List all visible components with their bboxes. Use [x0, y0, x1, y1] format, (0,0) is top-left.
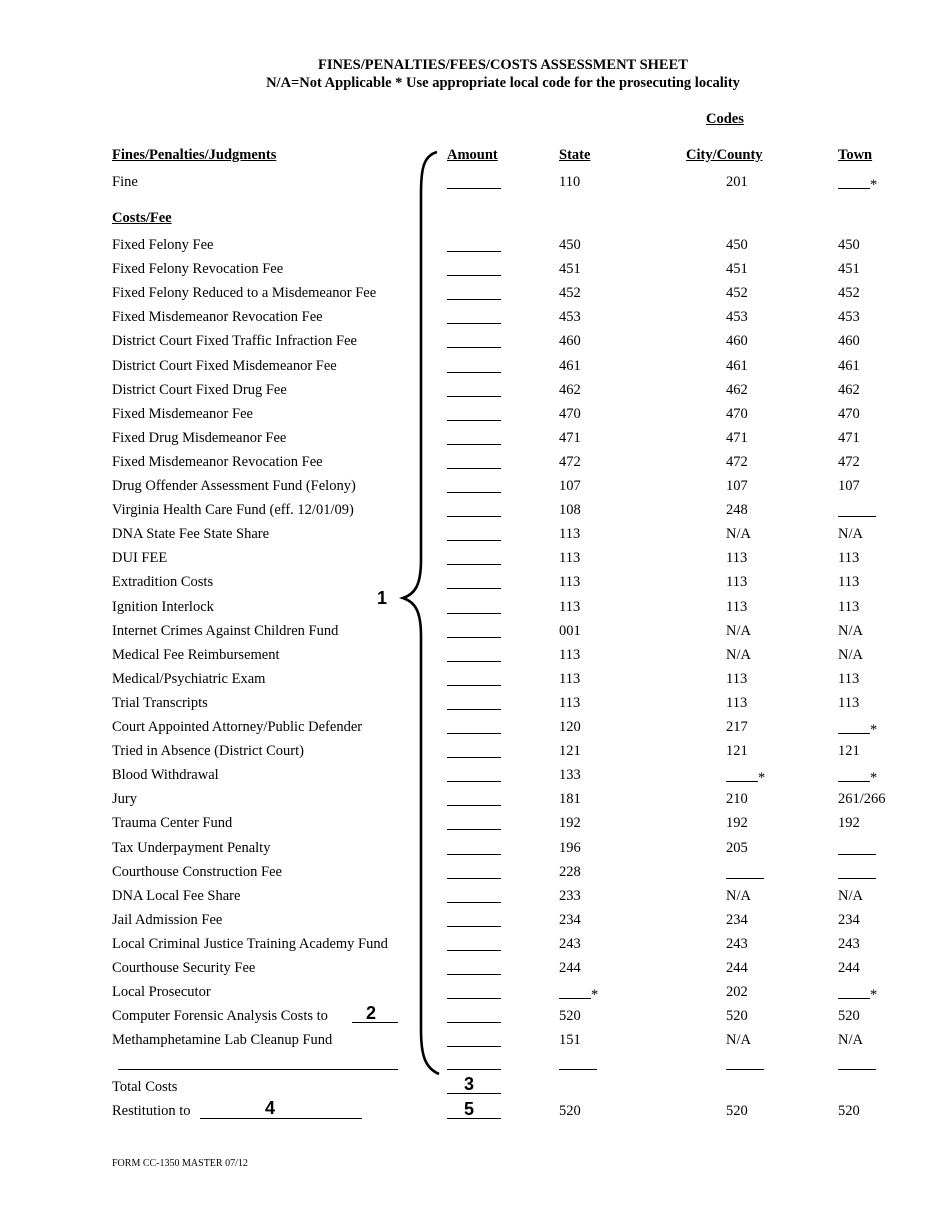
town-code: 460	[838, 333, 860, 350]
state-code: 472	[559, 453, 581, 470]
state-code	[559, 984, 598, 1004]
table-row	[0, 960, 950, 980]
row-label: Fine	[112, 174, 138, 190]
state-code: 113	[559, 598, 581, 615]
city-code: 113	[726, 550, 748, 567]
city-code: N/A	[726, 646, 751, 663]
amount-field[interactable]	[447, 599, 501, 614]
amount-field[interactable]	[447, 382, 501, 397]
separator-town	[838, 1069, 876, 1070]
town-code-blank[interactable]	[838, 719, 870, 734]
amount-field[interactable]	[447, 864, 501, 879]
amount-field[interactable]	[447, 840, 501, 855]
amount-field[interactable]	[447, 647, 501, 662]
row-label: Virginia Health Care Fund (eff. 12/01/09)	[112, 502, 354, 519]
town-code	[838, 174, 877, 194]
town-code: 520	[838, 1008, 860, 1025]
city-code: N/A	[726, 526, 751, 543]
town-code	[838, 502, 876, 522]
table-row	[0, 671, 950, 691]
town-code: N/A	[838, 887, 863, 904]
row-label: Tried in Absence (District Court)	[112, 743, 304, 760]
state-code: 113	[559, 670, 581, 687]
town-code: 113	[838, 550, 860, 567]
row-label: Tax Underpayment Penalty	[112, 839, 271, 856]
amount-field[interactable]	[447, 671, 501, 686]
city-code-asterisk: *	[758, 770, 766, 787]
amount-field[interactable]	[447, 237, 501, 252]
row-label: Fixed Felony Fee	[112, 237, 214, 253]
amount-field[interactable]	[447, 261, 501, 276]
row-label: DUI FEE	[112, 550, 168, 567]
row-label: Blood Withdrawal	[112, 767, 219, 784]
town-code: 452	[838, 285, 860, 302]
amount-field[interactable]	[447, 454, 501, 469]
town-code	[838, 719, 877, 739]
table-row	[0, 912, 950, 932]
town-code	[838, 767, 877, 787]
city-code: N/A	[726, 887, 751, 904]
city-code	[726, 864, 764, 884]
row-label: Fixed Felony Reduced to a Misdemeanor Fee	[112, 285, 377, 302]
restitution-payee-field[interactable]	[200, 1101, 362, 1119]
table-row	[0, 864, 950, 884]
table-row	[0, 719, 950, 739]
state-code: 133	[559, 767, 581, 784]
state-code: 121	[559, 743, 581, 760]
table-row	[0, 430, 950, 450]
state-code: 244	[559, 960, 581, 976]
row-label: Courthouse Construction Fee	[112, 863, 282, 880]
town-code-blank[interactable]	[838, 984, 870, 999]
state-code: 451	[559, 261, 581, 278]
table-row	[0, 261, 950, 281]
town-code: 462	[838, 381, 860, 398]
city-code-blank[interactable]	[726, 864, 764, 879]
amount-field[interactable]	[447, 358, 501, 373]
callout-5: 5	[464, 1099, 475, 1119]
amount-field[interactable]	[447, 406, 501, 421]
separator-city	[726, 1069, 764, 1070]
row-label: Trial Transcripts	[112, 694, 208, 711]
row-label: Fixed Misdemeanor Fee	[112, 405, 253, 422]
header-city-county: City/County	[686, 147, 763, 163]
separator-amount	[447, 1069, 501, 1070]
city-code-blank[interactable]	[726, 767, 758, 782]
state-code: 113	[559, 694, 581, 711]
city-code: 113	[726, 694, 748, 711]
table-row	[0, 767, 950, 787]
town-code: 461	[838, 357, 860, 374]
table-row	[0, 333, 950, 353]
state-code: 107	[559, 478, 581, 494]
city-code: 202	[726, 984, 748, 1001]
table-row	[0, 1032, 950, 1052]
table-row	[0, 623, 950, 643]
state-code: 001	[559, 622, 581, 639]
row-label: DNA Local Fee Share	[112, 887, 241, 904]
amount-field[interactable]	[447, 550, 501, 565]
city-code: N/A	[726, 1032, 751, 1049]
table-row	[0, 815, 950, 835]
amount-field[interactable]	[447, 574, 501, 589]
table-row	[0, 309, 950, 329]
town-code-blank[interactable]	[838, 767, 870, 782]
amount-field[interactable]	[447, 719, 501, 734]
row-label: Medical/Psychiatric Exam	[112, 670, 266, 687]
state-code: 181	[559, 791, 581, 808]
row-label: District Court Fixed Drug Fee	[112, 381, 287, 398]
state-code: 234	[559, 911, 581, 928]
header-town: Town	[838, 147, 873, 163]
state-code: 113	[559, 550, 581, 567]
town-code: N/A	[838, 622, 863, 639]
table-row	[0, 695, 950, 715]
table-row	[0, 984, 950, 1004]
state-code: 462	[559, 381, 581, 398]
state-code-asterisk: *	[591, 987, 599, 1004]
town-code: 472	[838, 453, 860, 470]
form-subtitle: N/A=Not Applicable * Use appropriate local code for the prosecuting locality	[266, 75, 740, 91]
state-code: 461	[559, 357, 581, 374]
state-code: 113	[559, 526, 581, 543]
city-code: 113	[726, 670, 748, 687]
separator-state	[559, 1069, 597, 1070]
state-code: 228	[559, 863, 581, 880]
table-row	[0, 888, 950, 908]
town-code	[838, 864, 876, 884]
state-code: 450	[559, 237, 581, 253]
state-code: 233	[559, 887, 581, 904]
total-costs-label: Total Costs	[112, 1079, 178, 1095]
town-code-blank[interactable]	[838, 502, 876, 517]
row-label: Fixed Misdemeanor Revocation Fee	[112, 309, 323, 326]
state-code: 471	[559, 429, 581, 446]
city-code: 248	[726, 502, 748, 519]
city-code: 520	[726, 1008, 748, 1025]
row-label: DNA State Fee State Share	[112, 526, 270, 543]
callout-3: 3	[464, 1074, 475, 1094]
row-label: Medical Fee Reimbursement	[112, 646, 280, 663]
amount-field[interactable]	[447, 888, 501, 903]
amount-field[interactable]	[447, 743, 501, 758]
state-code: 120	[559, 719, 581, 735]
table-row	[0, 382, 950, 402]
city-code: 462	[726, 381, 748, 398]
table-row	[0, 454, 950, 474]
city-code: 243	[726, 935, 748, 952]
state-code: 196	[559, 839, 581, 856]
city-code: 113	[726, 598, 748, 615]
city-code: 113	[726, 574, 748, 591]
city-code: 450	[726, 237, 748, 253]
city-code: 234	[726, 911, 748, 928]
amount-field[interactable]	[447, 174, 501, 189]
table-row	[0, 478, 950, 498]
city-code: 472	[726, 453, 748, 470]
amount-field[interactable]	[447, 791, 501, 806]
town-code-blank[interactable]	[838, 840, 876, 855]
amount-field[interactable]	[447, 815, 501, 830]
city-code: 453	[726, 309, 748, 326]
amount-field[interactable]	[447, 285, 501, 300]
row-label: Fixed Felony Revocation Fee	[112, 261, 284, 278]
table-row	[0, 526, 950, 546]
city-code	[726, 767, 765, 787]
town-code: 121	[838, 743, 860, 760]
callout-2: 2	[366, 1003, 377, 1024]
city-code: 205	[726, 839, 748, 856]
amount-field[interactable]	[447, 1032, 501, 1047]
amount-field[interactable]	[447, 912, 501, 927]
amount-field[interactable]	[447, 695, 501, 710]
amount-field[interactable]	[447, 1008, 501, 1023]
city-code: 461	[726, 357, 748, 374]
amount-field[interactable]	[447, 623, 501, 638]
row-label: Trauma Center Fund	[112, 815, 233, 832]
table-row	[0, 791, 950, 811]
table-row	[0, 358, 950, 378]
table-row	[0, 285, 950, 305]
town-code: 107	[838, 478, 860, 494]
amount-field[interactable]	[447, 478, 501, 493]
city-code: 107	[726, 478, 748, 494]
state-code: 470	[559, 405, 581, 422]
restitution-label: Restitution to	[112, 1103, 191, 1119]
table-row	[0, 406, 950, 426]
state-code: 192	[559, 815, 581, 832]
state-code: 113	[559, 646, 581, 663]
state-code: 243	[559, 935, 581, 952]
amount-field[interactable]	[447, 936, 501, 951]
amount-field[interactable]	[447, 309, 501, 324]
town-code: N/A	[838, 1032, 863, 1049]
city-code: 470	[726, 405, 748, 422]
city-code: 201	[726, 174, 748, 190]
row-label: Computer Forensic Analysis Costs to	[112, 1008, 328, 1025]
city-code: 452	[726, 285, 748, 302]
row-label: Fixed Drug Misdemeanor Fee	[112, 429, 287, 446]
city-code: N/A	[726, 622, 751, 639]
row-label: District Court Fixed Misdemeanor Fee	[112, 357, 337, 374]
amount-field[interactable]	[447, 767, 501, 782]
restitution-town-code: 520	[838, 1103, 860, 1119]
state-code: 151	[559, 1032, 581, 1049]
row-label: Courthouse Security Fee	[112, 960, 256, 976]
city-code: 121	[726, 743, 748, 760]
amount-field[interactable]	[447, 960, 501, 975]
town-code: 244	[838, 960, 860, 976]
town-code: 113	[838, 598, 860, 615]
state-code: 108	[559, 502, 581, 519]
town-code: N/A	[838, 526, 863, 543]
row-label: Fixed Misdemeanor Revocation Fee	[112, 453, 323, 470]
fine-row	[0, 174, 950, 194]
amount-field[interactable]	[447, 502, 501, 517]
table-row	[0, 502, 950, 522]
town-code: 470	[838, 405, 860, 422]
form-number: FORM CC-1350 MASTER 07/12	[112, 1158, 248, 1169]
city-code: 460	[726, 333, 748, 350]
row-label: Jury	[112, 791, 137, 808]
state-code: 460	[559, 333, 581, 350]
separator-label	[118, 1069, 398, 1070]
town-code-asterisk: *	[870, 770, 878, 787]
table-row	[0, 840, 950, 860]
city-code: 192	[726, 815, 748, 832]
state-code: 110	[559, 174, 581, 190]
town-code: 451	[838, 261, 860, 278]
row-label: Ignition Interlock	[112, 598, 214, 615]
callout-1: 1	[377, 588, 388, 608]
town-code: 113	[838, 694, 860, 711]
city-code: 210	[726, 791, 748, 808]
town-code: 471	[838, 429, 860, 446]
row-label: Local Prosecutor	[112, 984, 211, 1001]
table-row	[0, 647, 950, 667]
city-code: 217	[726, 719, 748, 735]
amount-field[interactable]	[447, 526, 501, 541]
state-code: 453	[559, 309, 581, 326]
city-code: 451	[726, 261, 748, 278]
form-title: FINES/PENALTIES/FEES/COSTS ASSESSMENT SHEET	[318, 57, 688, 73]
table-row	[0, 574, 950, 594]
row-label: Local Criminal Justice Training Academy Fund	[112, 935, 388, 952]
town-code: 192	[838, 815, 860, 832]
town-code: 113	[838, 670, 860, 687]
table-row	[0, 936, 950, 956]
town-code: 261/266	[838, 791, 886, 808]
town-code: 113	[838, 574, 860, 591]
header-amount: Amount	[447, 147, 498, 163]
table-row	[0, 599, 950, 619]
town-code-asterisk: *	[870, 987, 878, 1004]
city-code: 471	[726, 429, 748, 446]
row-label: Internet Crimes Against Children Fund	[112, 622, 339, 639]
table-row	[0, 237, 950, 257]
town-code-blank[interactable]	[838, 174, 870, 189]
town-code: 453	[838, 309, 860, 326]
town-code: 234	[838, 911, 860, 928]
city-code: 244	[726, 960, 748, 976]
town-code: 450	[838, 237, 860, 253]
restitution-city-code: 520	[726, 1103, 748, 1119]
bracket-callout-1	[395, 150, 445, 1080]
row-label: Methamphetamine Lab Cleanup Fund	[112, 1032, 333, 1049]
row-label: Court Appointed Attorney/Public Defender	[112, 719, 363, 735]
callout-4: 4	[265, 1098, 276, 1118]
state-code: 452	[559, 285, 581, 302]
state-code-blank[interactable]	[559, 984, 591, 999]
town-code	[838, 984, 877, 1004]
codes-heading: Codes	[706, 111, 744, 127]
table-row	[0, 550, 950, 570]
state-code: 113	[559, 574, 581, 591]
restitution-state-code: 520	[559, 1103, 581, 1119]
header-state: State	[559, 147, 591, 163]
amount-field[interactable]	[447, 430, 501, 445]
state-code: 520	[559, 1008, 581, 1025]
town-code-asterisk: *	[870, 722, 878, 738]
town-code	[838, 840, 876, 860]
table-row	[0, 743, 950, 763]
town-code: 243	[838, 935, 860, 952]
town-code-asterisk: *	[870, 177, 878, 193]
town-code-blank[interactable]	[838, 864, 876, 879]
amount-field[interactable]	[447, 984, 501, 999]
row-label: Drug Offender Assessment Fund (Felony)	[112, 478, 356, 494]
row-label: Jail Admission Fee	[112, 911, 223, 928]
costs-heading: Costs/Fee	[112, 210, 172, 226]
table-row	[0, 1003, 950, 1028]
town-code: N/A	[838, 646, 863, 663]
header-fines: Fines/Penalties/Judgments	[112, 147, 277, 163]
row-label: Extradition Costs	[112, 574, 214, 591]
row-label: District Court Fixed Traffic Infraction Fee	[112, 333, 357, 350]
amount-field[interactable]	[447, 333, 501, 348]
